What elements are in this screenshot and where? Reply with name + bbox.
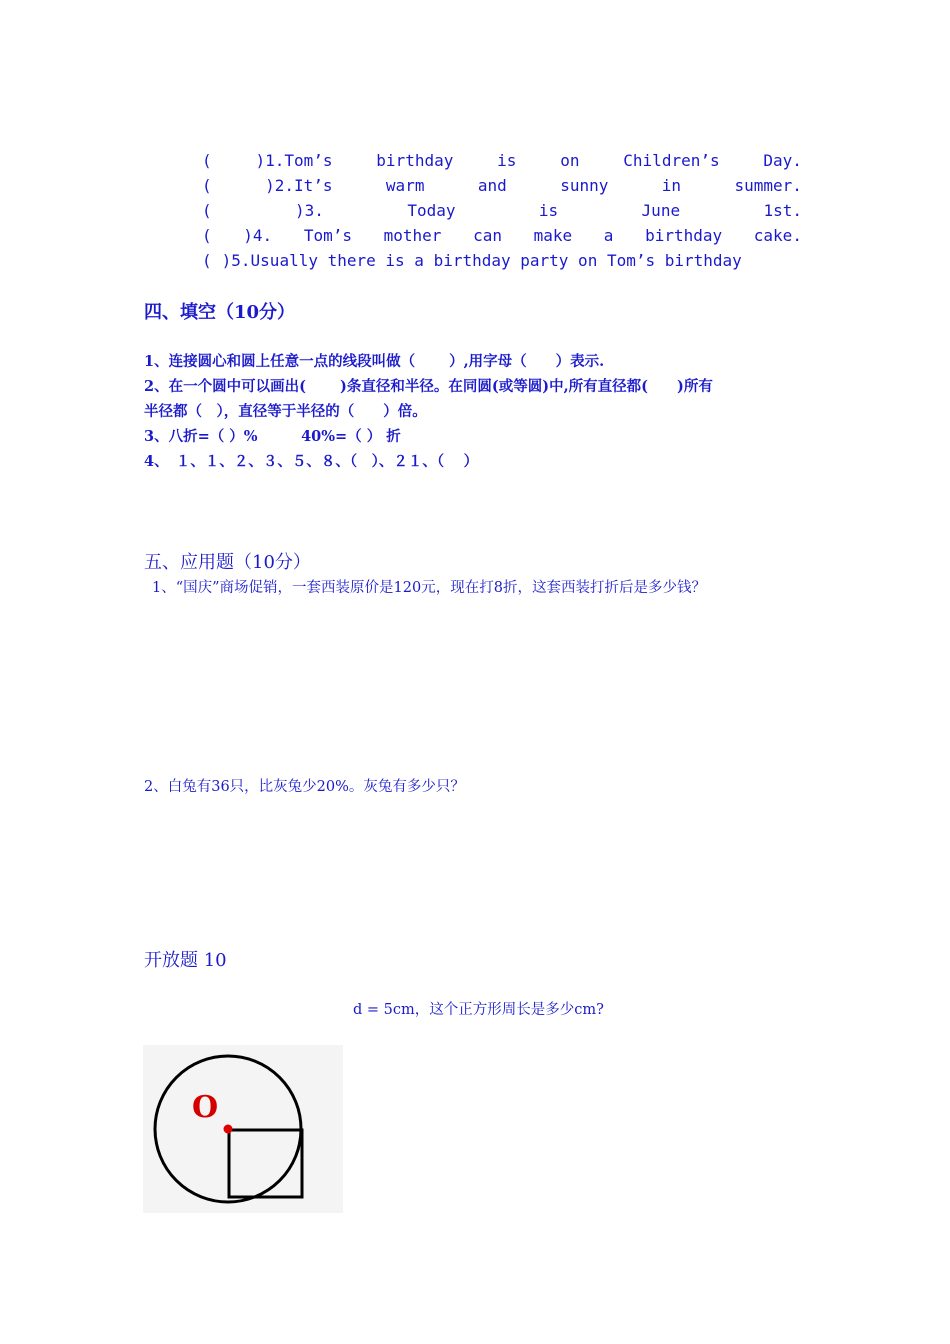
center-point: [224, 1125, 233, 1134]
application-question-2: 2、白兔有36只，比灰兔少20%。灰兔有多少只？: [144, 779, 465, 795]
statement-word: is: [538, 201, 559, 220]
statement-word: Today: [407, 201, 456, 220]
statement-word: cake.: [753, 226, 802, 245]
statement-word: mother: [383, 226, 442, 245]
circle-square-figure: [143, 1045, 343, 1213]
statement-word: on: [560, 151, 580, 170]
statement-word: summer.: [734, 176, 802, 195]
statement-word: birthday: [645, 226, 723, 245]
statement-word: and: [477, 176, 507, 195]
statement-word: Children’s: [623, 151, 720, 170]
statement-word: )3.: [295, 201, 324, 220]
statement-word: birthday: [376, 151, 454, 170]
true-false-item: [202, 226, 802, 248]
answer-bracket: (: [202, 176, 212, 195]
statement-word: Day.: [763, 151, 802, 170]
true-false-item: [202, 201, 802, 223]
statement-word: Tom’s: [303, 226, 352, 245]
fill-question-2-line-2: 半径都（ ），直径等于半径的（ ）倍。: [144, 403, 427, 420]
true-false-item: [202, 176, 802, 198]
statement-word: a: [603, 226, 614, 245]
statement-word: warm: [385, 176, 425, 195]
statement-word: )2.It’s: [265, 176, 333, 195]
true-false-item: [202, 251, 802, 273]
section-5-title: 五、应用题（10分）: [144, 552, 311, 573]
answer-bracket: (: [202, 151, 212, 170]
true-false-item: [202, 151, 802, 173]
statement-word: can: [473, 226, 502, 245]
statement-word: 1st.: [763, 201, 802, 220]
open-question-title: 开放题 10: [144, 950, 227, 971]
circle-square-diagram: [143, 1045, 343, 1213]
answer-bracket: (: [202, 251, 212, 270]
section-4-title: 四、填空（10分）: [144, 302, 296, 323]
center-label: O: [192, 1090, 219, 1125]
statement-text: )5.Usually there is a birthday party on Tom’s birthday: [221, 251, 742, 270]
statement-word: )4.: [243, 226, 273, 245]
fill-question-3: 3、八折=（ ）% 40%=（ ） 折: [144, 428, 401, 445]
application-question-1: 1、“国庆”商场促销，一套西装原价是120元，现在打8折，这套西装打折后是多少钱？: [152, 580, 706, 596]
statement-word: June: [641, 201, 681, 220]
statement-word: is: [497, 151, 517, 170]
fill-question-1: 1、连接圆心和圆上任意一点的线段叫做（ ）,用字母（ ）表示.: [144, 353, 605, 370]
answer-bracket: (: [202, 226, 212, 245]
open-question-prompt: d = 5cm，这个正方形周长是多少cm?: [353, 1002, 604, 1018]
statement-word: )1.Tom’s: [255, 151, 333, 170]
fill-question-4: 4、 １、１、２、３、５、８、（ ）、２１、（ ）: [144, 453, 479, 470]
answer-bracket: (: [202, 201, 212, 220]
statement-word: make: [533, 226, 573, 245]
fill-question-2-line-1: 2、在一个圆中可以画出( )条直径和半径。在同圆(或等圆)中,所有直径都( )所有: [144, 378, 713, 395]
statement-word: sunny: [560, 176, 609, 195]
statement-word: in: [661, 176, 682, 195]
